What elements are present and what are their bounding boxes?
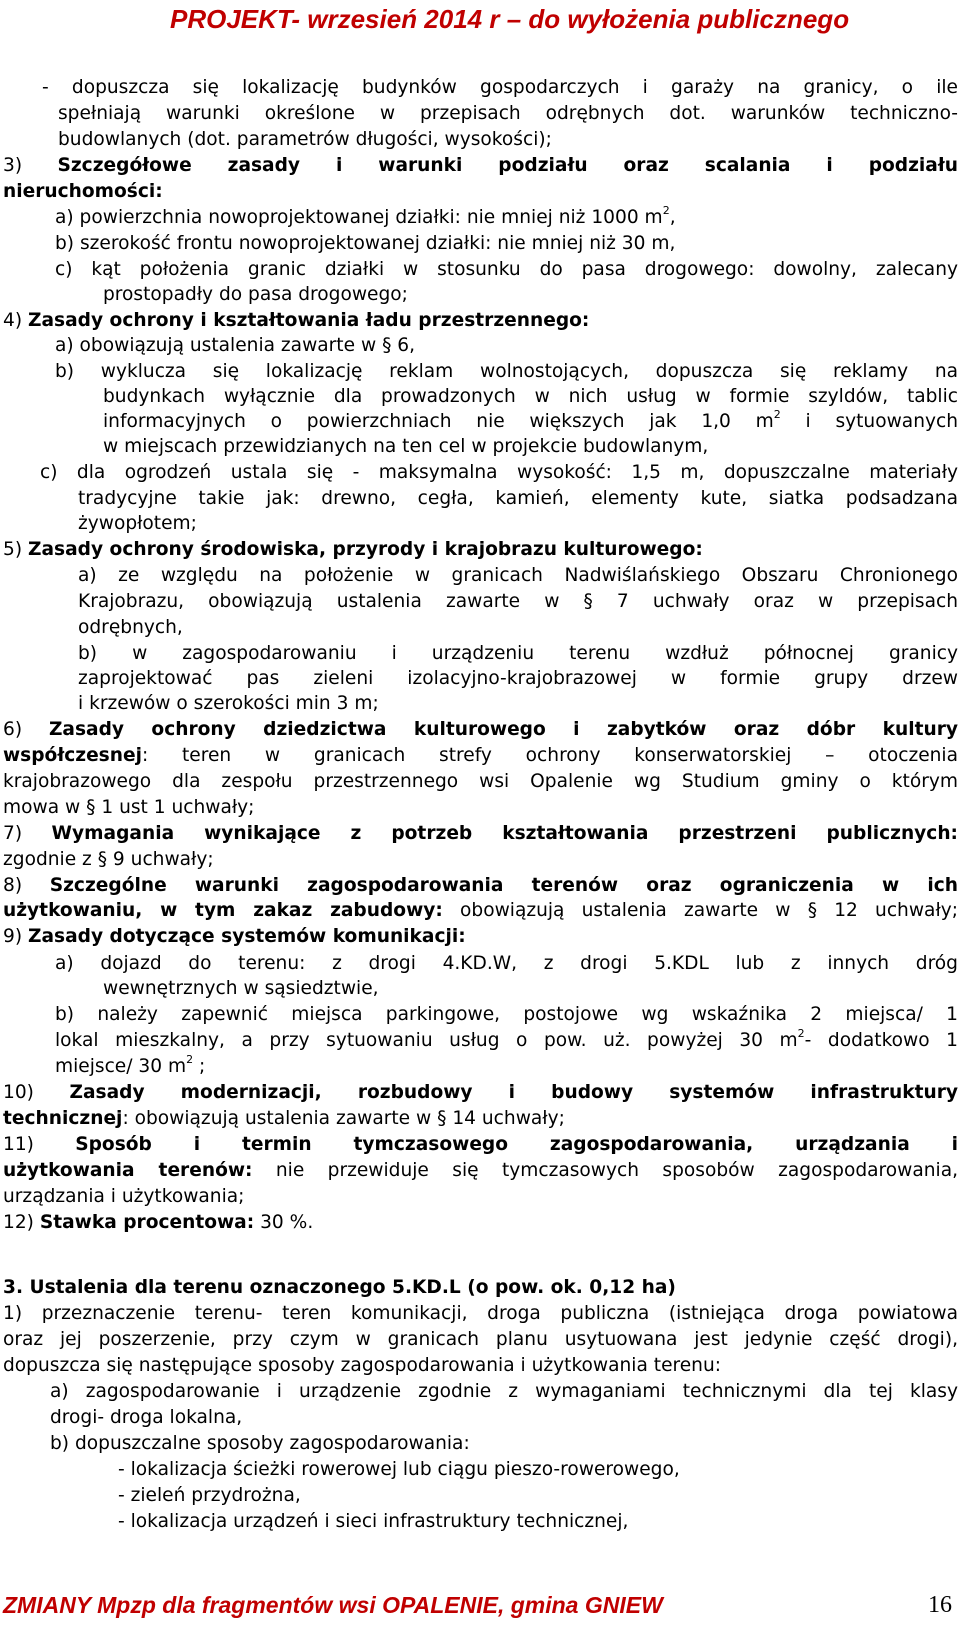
text-line: a) ze względu na położenie w granicach Nadwiślańskiego Obszaru Chronionego [78, 565, 958, 586]
text-line: dopuszcza się następujące sposoby zagospodarowania i użytkowania terenu: [3, 1355, 722, 1376]
text-line: zgodnie z § 9 uchwały; [3, 849, 214, 870]
text-line: zaprojektować pas zieleni izolacyjno-krajobrazowej w formie grupy drzew [78, 668, 958, 689]
text-line: drogi- droga lokalna, [50, 1407, 243, 1428]
text-line: - lokalizacja urządzeń i sieci infrastruktury technicznej, [118, 1511, 629, 1532]
text-line: lokal mieszkalny, a przy sytuowaniu usług o pow. uż. powyżej 30 $m^2-$ dodatkowo 1 [55, 1026, 959, 1051]
text-line: c) kąt położenia granic działki w stosunku do pasa drogowego: dowolny, zalecany [55, 259, 958, 280]
text-line: 8) Szczególne warunki zagospodarowania terenów oraz ograniczenia w ich [3, 875, 958, 896]
text-line: b) wyklucza się lokalizację reklam wolnostojących, dopuszcza się reklamy na [55, 361, 958, 382]
text-line: użytkowaniu, w tym zakaz zabudowy: obowiązują ustalenia zawarte w § 12 uchwały; [3, 900, 958, 921]
text-line: urządzania i użytkowania; [3, 1186, 245, 1207]
page-number: 16 [928, 1592, 952, 1618]
text-line: żywopłotem; [78, 513, 197, 534]
text-line: Krajobrazu, obowiązują ustalenia zawarte w § 7 uchwały oraz w przepisach [78, 591, 958, 612]
text-line: 3. Ustalenia dla terenu oznaczonego 5.KD.L (o pow. ok. 0,12 ha) [3, 1277, 676, 1298]
text-line: a) zagospodarowanie i urządzenie zgodnie z wymaganiami technicznymi dla tej klasy [50, 1381, 958, 1402]
text-line: współczesnej: teren w granicach strefy ochrony konserwatorskiej – otoczenia [3, 745, 958, 766]
text-line: wewnętrznych w sąsiedztwie, [103, 978, 379, 999]
text-line: prostopadły do pasa drogowego; [103, 284, 408, 305]
text-line: 1) przeznaczenie terenu- teren komunikacji, droga publiczna (istniejąca droga powiatowa [3, 1303, 958, 1324]
text-line: 5) Zasady ochrony środowiska, przyrody i krajobrazu kulturowego: [3, 539, 703, 560]
text-line: - lokalizacja ścieżki rowerowej lub ciągu pieszo-rowerowego, [118, 1459, 680, 1480]
text-line: b) szerokość frontu nowoprojektowanej działki: nie mniej niż 30 m, [55, 233, 676, 254]
text-line: 4) Zasady ochrony i kształtowania ładu przestrzennego: [3, 310, 590, 331]
text-line: 11) Sposób i termin tymczasowego zagospodarowania, urządzania i [3, 1134, 958, 1155]
text-line: oraz jej poszerzenie, przy czym w granicach planu usytuowana jest jedynie część drogi), [3, 1329, 958, 1350]
text-line: - dopuszcza się lokalizację budynków gospodarczych i garaży na granicy, o ile [42, 77, 958, 98]
text-line: użytkowania terenów: nie przewiduje się tymczasowych sposobów zagospodarowania, [3, 1160, 959, 1181]
text-line: - zieleń przydrożna, [118, 1485, 301, 1506]
text-line: b) należy zapewnić miejsca parkingowe, postojowe wg wskaźnika 2 miejsca/ 1 [55, 1004, 958, 1025]
text-line: a) powierzchnia nowoprojektowanej działki: nie mniej niż 1000 $m^2$, [55, 203, 676, 228]
text-line: technicznej: obowiązują ustalenia zawarte w § 14 uchwały; [3, 1108, 565, 1129]
text-line: c) dla ogrodzeń ustala się - maksymalna wysokość: 1,5 m, dopuszczalne materiały [40, 462, 958, 483]
text-line: miejsce/ 30 $m^2$ ; [55, 1052, 206, 1077]
text-line: b) dopuszczalne sposoby zagospodarowania: [50, 1433, 470, 1454]
text-line: 9) Zasady dotyczące systemów komunikacji: [3, 926, 466, 947]
text-line: tradycyjne takie jak: drewno, cegła, kamień, elementy kute, siatka podsadzana [78, 488, 958, 509]
text-line: 7) Wymagania wynikające z potrzeb kształtowania przestrzeni publicznych: [3, 823, 958, 844]
text-line: odrębnych, [78, 617, 183, 638]
text-line: budowlanych (dot. parametrów długości, wysokości); [58, 129, 552, 150]
text-line: 10) Zasady modernizacji, rozbudowy i budowy systemów infrastruktury [3, 1082, 958, 1103]
text-line: 6) Zasady ochrony dziedzictwa kulturowego i zabytków oraz dóbr kultury [3, 719, 958, 740]
page-header: PROJEKT- wrzesień 2014 r – do wyłożenia publicznego [170, 4, 850, 34]
text-line: a) obowiązują ustalenia zawarte w § 6, [55, 335, 416, 356]
text-line: b) w zagospodarowaniu i urządzeniu terenu wzdłuż północnej granicy [78, 643, 958, 664]
text-line: mowa w § 1 ust 1 uchwały; [3, 797, 255, 818]
text-line: 3) Szczegółowe zasady i warunki podziału oraz scalania i podziału [3, 155, 958, 176]
text-line: nieruchomości: [3, 181, 163, 202]
text-line: a) dojazd do terenu: z drogi 4.KD.W, z drogi 5.KDL lub z innych dróg [55, 953, 958, 974]
text-line: spełniają warunki określone w przepisach odrębnych dot. warunków techniczno- [58, 103, 958, 124]
text-line: w miejscach przewidzianych na ten cel w projekcie budowlanym, [103, 436, 709, 457]
text-line: i krzewów o szerokości min 3 m; [78, 693, 379, 714]
page-footer: ZMIANY Mpzp dla fragmentów wsi OPALENIE, gmina GNIEW [3, 1592, 663, 1618]
text-line: 12) Stawka procentowa: 30 %. [3, 1212, 314, 1233]
text-line: informacyjnych o powierzchniach nie większych jak 1,0 $m^2$ i sytuowanych [103, 407, 958, 432]
text-line: budynkach wyłącznie dla prowadzonych w nich usług w formie szyldów, tablic [103, 386, 958, 407]
text-line: krajobrazowego dla zespołu przestrzennego wsi Opalenie wg Studium gminy o którym [3, 771, 958, 792]
